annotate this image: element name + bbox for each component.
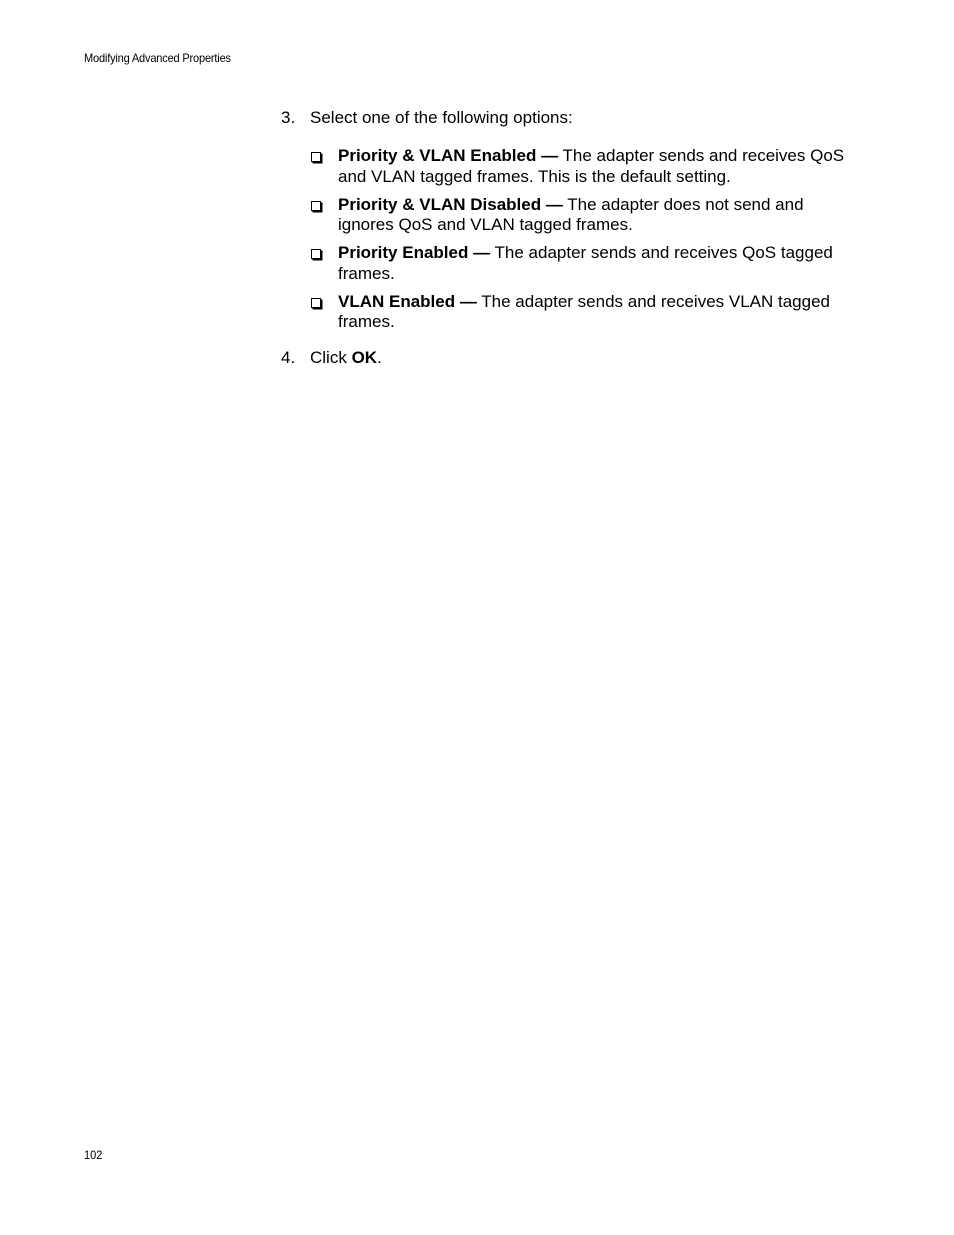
checkbox-icon — [311, 249, 321, 259]
option-vlan-enabled — [311, 292, 851, 333]
running-header: Modifying Advanced Properties — [84, 51, 231, 65]
option-priority-vlan-enabled — [311, 146, 851, 187]
option-priority-vlan-disabled — [311, 195, 851, 236]
page-number: 102 — [84, 1148, 103, 1162]
sentence-end: . — [377, 348, 382, 367]
option-term: Priority & VLAN Enabled — — [338, 146, 559, 165]
option-priority-enabled — [311, 243, 851, 284]
option-description: The adapter sends and receives QoS and VLAN tagged frames. This is the default setting. — [338, 146, 845, 186]
option-term: Priority Enabled — — [338, 243, 491, 262]
ok-button-reference: OK — [351, 348, 378, 367]
options-list — [311, 146, 851, 340]
option-description: The adapter sends and receives QoS tagged frames. — [338, 243, 833, 283]
step-number: 3. — [281, 108, 296, 127]
step-instruction: Select one of the following options: — [310, 108, 573, 127]
option-description: The adapter does not send and ignores QoS and VLAN tagged frames. — [338, 194, 804, 234]
click-prefix: Click — [310, 348, 347, 367]
checkbox-icon — [311, 298, 321, 308]
step-instruction — [310, 348, 382, 368]
option-term: VLAN Enabled — — [338, 291, 477, 311]
option-term: Priority & VLAN Disabled — — [338, 194, 563, 214]
checkbox-icon — [311, 152, 321, 162]
option-description: The adapter sends and receives VLAN tagged frames. — [338, 291, 831, 331]
checkbox-icon — [311, 201, 321, 211]
step-number: 4. — [281, 348, 296, 367]
